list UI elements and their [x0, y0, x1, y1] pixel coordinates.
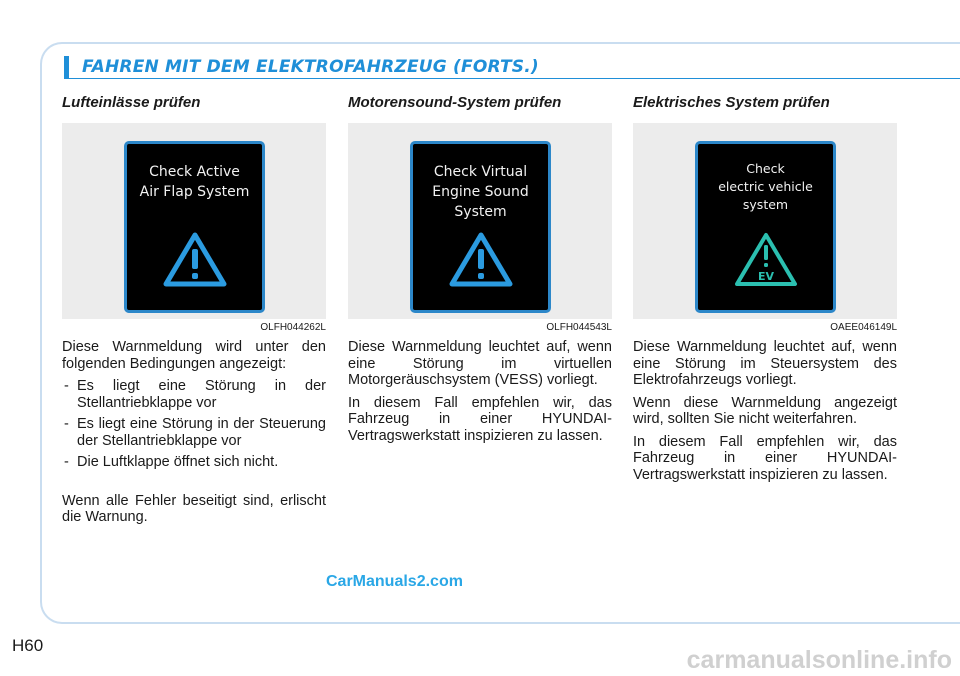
figure-code: OAEE046149L [830, 322, 897, 333]
paragraph: Diese Warnmeldung wird unter den folgenden Bedingungen angezeigt: [62, 339, 326, 372]
list-item: - Die Luftklappe öffnet sich nicht. [62, 454, 326, 471]
paragraph: In diesem Fall empfehlen wir, das Fahrzeug in einer HYUNDAI-Vertragswerkstatt inspizieren zu lassen. [633, 433, 897, 483]
display-line: Check [746, 161, 785, 176]
column-electric-system [633, 92, 897, 489]
paragraph: Wenn diese Warnmeldung angezeigt wird, sollten Sie nicht weiterfahren. [633, 394, 897, 427]
section-title: FAHREN MIT DEM ELEKTROFAHRZEUG (FORTS.) [82, 57, 539, 77]
display-line: Engine Sound [432, 184, 529, 200]
warning-figure [62, 123, 326, 319]
warning-triangle-icon [449, 232, 513, 288]
section-header [64, 56, 539, 78]
display-line: Check Virtual [433, 164, 528, 180]
title-accent-bar [64, 56, 69, 78]
column-heading: Elektrisches System prüfen [633, 94, 830, 111]
column-body [348, 339, 612, 444]
display-line: Air Flap System [139, 184, 250, 200]
display-message [698, 160, 833, 214]
cluster-display [695, 141, 836, 313]
column-heading: Lufteinlässe prüfen [62, 94, 201, 111]
display-message [413, 162, 548, 222]
ev-icon-label: EV [757, 270, 774, 283]
paragraph: Diese Warnmeldung leuchtet auf, wenn eine Störung im Steuersystem des Elektrofahrzeugs vorliegt. [633, 339, 897, 388]
column-body [633, 339, 897, 483]
paragraph: Wenn alle Fehler beseitigt sind, erlischt die Warnung. [62, 492, 326, 525]
display-message [127, 162, 262, 202]
warning-figure [633, 123, 897, 319]
cluster-display [410, 141, 551, 313]
page-number: H60 [12, 636, 44, 655]
list-item: - Es liegt eine Störung in der Steuerung der Stellantriebklappe vor [62, 416, 326, 449]
watermark-link[interactable]: CarManuals2.com [326, 573, 463, 590]
warning-triangle-icon [163, 232, 227, 288]
display-line: Check Active [149, 164, 240, 180]
footer-watermark: carmanualsonline.info [686, 646, 952, 674]
column-engine-sound [348, 92, 612, 450]
ev-warning-icon [734, 232, 798, 288]
warning-figure [348, 123, 612, 319]
figure-code: OLFH044262L [260, 322, 326, 333]
display-line: electric vehicle [718, 179, 813, 194]
cluster-display [124, 141, 265, 313]
column-heading: Motorensound-System prüfen [348, 94, 562, 111]
display-line: System [454, 204, 507, 220]
list-item: - Es liegt eine Störung in der Stellantriebklappe vor [62, 378, 326, 411]
column-body [62, 339, 326, 526]
column-air-flap [62, 92, 326, 532]
title-underline [64, 78, 960, 79]
paragraph: Diese Warnmeldung leuchtet auf, wenn eine Störung im virtuellen Motorgeräuschsystem (VESS) vorliegt. [348, 339, 612, 388]
paragraph: In diesem Fall empfehlen wir, das Fahrzeug in einer HYUNDAI-Vertragswerkstatt inspizieren zu lassen. [348, 394, 612, 444]
display-line: system [742, 197, 789, 212]
figure-code: OLFH044543L [546, 322, 612, 333]
